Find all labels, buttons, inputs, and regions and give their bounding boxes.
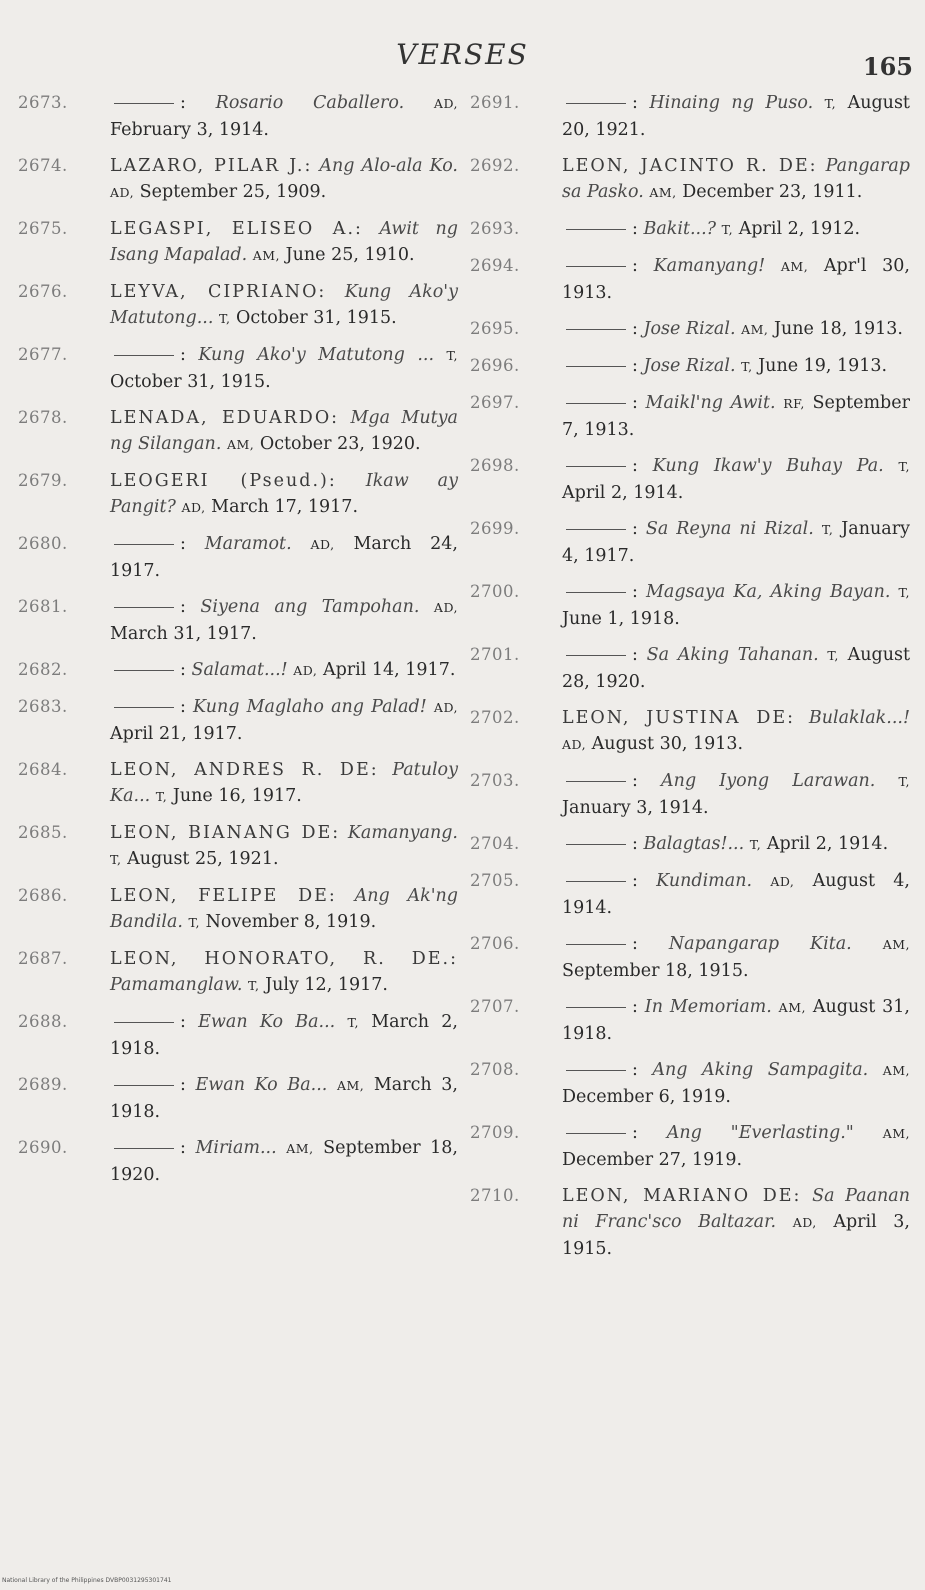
entry-number: 2698. xyxy=(470,456,520,475)
entry-number: 2693. xyxy=(470,219,520,238)
entry-publication-code: AM, xyxy=(252,248,281,263)
entry-number: 2685. xyxy=(18,823,68,842)
entry-title: Rosario Caballero. xyxy=(215,93,405,113)
entry-number: 2689. xyxy=(18,1075,68,1094)
entry-publication-code: AM, xyxy=(882,1126,910,1141)
entry-date: September 25, 1909. xyxy=(139,182,327,202)
entry-publication-code: T, xyxy=(188,915,201,930)
entry-publication-code: T, xyxy=(347,1015,359,1030)
entry-title: Bakit...? xyxy=(643,219,717,239)
entry-date: July 12, 1917. xyxy=(265,975,388,995)
entry-author: LEON, BIANANG DE: xyxy=(110,823,341,843)
entry-title: Awit ng Isang Mapalad. xyxy=(110,219,458,265)
ditto-dash xyxy=(114,355,174,356)
entry-number: 2694. xyxy=(470,256,520,275)
entry-date: August 28, 1920. xyxy=(562,645,910,692)
entry-date: August 30, 1913. xyxy=(591,734,744,754)
entry-author: LEON, MARIANO DE: xyxy=(562,1186,802,1206)
entry-number: 2697. xyxy=(470,393,520,412)
entry-publication-code: AD, xyxy=(181,500,206,515)
entry-title: Maikl'ng Awit. xyxy=(645,393,776,413)
entry-publication-code: T, xyxy=(898,585,910,600)
entry-date: August 31, 1918. xyxy=(562,997,910,1044)
entry-number: 2676. xyxy=(18,282,68,301)
entry-title: Kung Maglaho ang Palad! xyxy=(193,697,427,717)
entry-author: LEON, HONORATO, R. DE.: xyxy=(110,949,458,969)
ditto-dash xyxy=(114,103,174,104)
entry-date: September 7, 1913. xyxy=(562,393,910,440)
ditto-dash xyxy=(566,329,626,330)
entry-title: Kamanyang. xyxy=(347,823,458,843)
entry-publication-code: T, xyxy=(824,96,837,111)
entry-date: April 2, 1912. xyxy=(738,219,861,239)
entry-title: Balagtas!... xyxy=(643,834,745,854)
entry-title: Siyena ang Tampohan. xyxy=(200,597,420,617)
entry-date: June 16, 1917. xyxy=(172,786,302,806)
entry-number: 2691. xyxy=(470,93,520,112)
entry-title: Jose Rizal. xyxy=(643,319,736,339)
entry-publication-code: AD, xyxy=(433,700,458,715)
entry-publication-code: AM, xyxy=(741,322,769,337)
ditto-dash xyxy=(566,592,626,593)
entry-title: Ewan Ko Ba... xyxy=(195,1075,328,1095)
entry-author: LEON, ANDRES R. DE: xyxy=(110,760,379,780)
entry-publication-code: AM, xyxy=(226,437,255,452)
entry-publication-code: AM, xyxy=(778,1000,806,1015)
entry-number: 2679. xyxy=(18,471,68,490)
bibliography-entry xyxy=(470,705,910,758)
entry-publication-code: AD, xyxy=(293,663,318,678)
entry-date: March 24, 1917. xyxy=(110,534,458,581)
footer-credit: National Library of the Philippines DVBP0031295301741 xyxy=(2,1577,172,1584)
entry-number: 2678. xyxy=(18,408,68,427)
entry-number: 2699. xyxy=(470,519,520,538)
entry-title: Napangarap Kita. xyxy=(668,934,852,954)
entry-publication-code: AM, xyxy=(882,937,910,952)
ditto-dash xyxy=(566,781,626,782)
entry-publication-code: T, xyxy=(898,774,910,789)
entry-publication-code: T, xyxy=(898,459,910,474)
entry-title: Kundiman. xyxy=(656,871,753,891)
bibliography-entry xyxy=(18,883,458,936)
entry-date: September 18, 1915. xyxy=(562,961,749,981)
entry-number: 2695. xyxy=(470,319,520,338)
entry-publication-code: T, xyxy=(821,522,834,537)
ditto-dash xyxy=(566,229,626,230)
entry-date: August 4, 1914. xyxy=(562,871,910,918)
entry-number: 2677. xyxy=(18,345,68,364)
right-column xyxy=(470,90,910,1272)
entry-number: 2682. xyxy=(18,660,68,679)
bibliography-entry: 2673. : Rosario Caballero. AD, February 3, 1914. xyxy=(18,90,458,143)
entry-date: September 18, 1920. xyxy=(110,1138,458,1185)
entry-number: 2684. xyxy=(18,760,68,779)
entry-date: March 2, 1918. xyxy=(110,1012,458,1059)
bibliography-entry: 2680. : Maramot. AD, March 24, 1917. xyxy=(18,531,458,584)
entry-author: LEON, FELIPE DE: xyxy=(110,886,337,906)
entry-number: 2675. xyxy=(18,219,68,238)
entry-date: March 17, 1917. xyxy=(211,497,359,517)
entry-title: Ikaw ay Pangit? xyxy=(110,471,458,517)
bibliography-entry: 2693. : Bakit...? T, April 2, 1912. xyxy=(470,216,910,243)
entry-number: 2681. xyxy=(18,597,68,616)
entry-title: Kung Ikaw'y Buhay Pa. xyxy=(652,456,884,476)
entry-publication-code: AD, xyxy=(433,600,458,615)
entry-number: 2709. xyxy=(470,1123,520,1142)
bibliography-entry xyxy=(18,279,458,332)
entry-author: LENADA, EDUARDO: xyxy=(110,408,340,428)
entry-author: LEGASPI, ELISEO A.: xyxy=(110,219,363,239)
bibliography-entry: 2694. : Kamanyang! AM, Apr'l 30, 1913. xyxy=(470,253,910,306)
entry-date: December 23, 1911. xyxy=(682,182,863,202)
entry-title: Sa Reyna ni Rizal. xyxy=(645,519,814,539)
bibliography-entry: 2698. : Kung Ikaw'y Buhay Pa. T, April 2, 1914. xyxy=(470,453,910,506)
ditto-dash xyxy=(566,466,626,467)
bibliography-entry: 2688. : Ewan Ko Ba... T, March 2, 1918. xyxy=(18,1009,458,1062)
entry-publication-code: T, xyxy=(110,852,122,867)
ditto-dash xyxy=(566,103,626,104)
ditto-dash xyxy=(114,544,174,545)
entry-number: 2701. xyxy=(470,645,520,664)
bibliography-entry: 2690. : Miriam... AM, September 18, 1920. xyxy=(18,1135,458,1188)
entry-title: Ang Ak'ng Bandila. xyxy=(110,886,459,932)
bibliography-entry: 2704. : Balagtas!... T, April 2, 1914. xyxy=(470,831,910,858)
entry-publication-code: AM, xyxy=(649,185,677,200)
entry-number: 2707. xyxy=(470,997,520,1016)
ditto-dash xyxy=(566,881,626,882)
entry-date: August 20, 1921. xyxy=(562,93,910,140)
entry-author: LEYVA, CIPRIANO: xyxy=(110,282,327,302)
bibliography-entry: 2708. : Ang Aking Sampagita. AM, December 6, 1919. xyxy=(470,1057,910,1110)
entry-publication-code: AD, xyxy=(433,96,458,111)
ditto-dash xyxy=(114,670,174,671)
entry-date: November 8, 1919. xyxy=(205,912,377,932)
entry-title: Sa Aking Tahanan. xyxy=(646,645,819,665)
entry-number: 2692. xyxy=(470,156,520,175)
ditto-dash xyxy=(566,529,626,530)
entry-date: August 25, 1921. xyxy=(127,849,279,869)
entry-date: March 31, 1917. xyxy=(110,624,257,644)
entry-date: February 3, 1914. xyxy=(110,120,269,140)
entry-number: 2686. xyxy=(18,886,68,905)
entry-date: Apr'l 30, 1913. xyxy=(562,256,910,303)
entry-title: Patuloy Ka... xyxy=(110,760,458,806)
entry-publication-code: AM, xyxy=(882,1063,910,1078)
bibliography-entry xyxy=(18,757,458,810)
bibliography-entry: 2691. : Hinaing ng Puso. T, August 20, 1921. xyxy=(470,90,910,143)
bibliography-entry: 2707. : In Memoriam. AM, August 31, 1918. xyxy=(470,994,910,1047)
entry-title: Ewan Ko Ba... xyxy=(198,1012,336,1032)
entry-title: Hinaing ng Puso. xyxy=(649,93,814,113)
entry-title: Pangarap sa Pasko. xyxy=(562,156,910,202)
entry-title: Kung Ako'y Matutong ... xyxy=(198,345,435,365)
entry-title: Kung Ako'y Matutong... xyxy=(110,282,458,328)
entry-publication-code: AD, xyxy=(562,737,587,752)
entry-title: Ang Alo-ala Ko. xyxy=(319,156,458,176)
entry-title: Miriam... xyxy=(195,1138,277,1158)
entry-author: LEOGERI (Pseud.): xyxy=(110,471,337,491)
entry-number: 2704. xyxy=(470,834,520,853)
entry-date: December 6, 1919. xyxy=(562,1087,731,1107)
entry-date: June 18, 1913. xyxy=(773,319,903,339)
entry-publication-code: AD, xyxy=(310,537,335,552)
bibliography-entry xyxy=(470,1183,910,1262)
entry-title: Bulaklak...! xyxy=(808,708,910,728)
entry-publication-code: AM, xyxy=(336,1078,365,1093)
ditto-dash xyxy=(566,844,626,845)
bibliography-entry: 2697. : Maikl'ng Awit. RF, September 7, 1913. xyxy=(470,390,910,443)
entry-publication-code: AD, xyxy=(110,185,135,200)
bibliography-entry xyxy=(18,405,458,458)
entry-number: 2702. xyxy=(470,708,520,727)
entry-author: LAZARO, PILAR J.: xyxy=(110,156,313,176)
entry-number: 2674. xyxy=(18,156,68,175)
bibliography-entry: 2682. : Salamat...! AD, April 14, 1917. xyxy=(18,657,458,684)
ditto-dash xyxy=(566,944,626,945)
bibliography-entry: 2695. : Jose Rizal. AM, June 18, 1913. xyxy=(470,316,910,343)
bibliography-entry: 2696. : Jose Rizal. T, June 19, 1913. xyxy=(470,353,910,380)
ditto-dash xyxy=(566,366,626,367)
bibliography-entry xyxy=(18,468,458,521)
entry-publication-code: T, xyxy=(218,311,231,326)
bibliography-entry: 2683. : Kung Maglaho ang Palad! AD, April 21, 1917. xyxy=(18,694,458,747)
entry-date: April 21, 1917. xyxy=(110,724,243,744)
ditto-dash xyxy=(566,1133,626,1134)
entry-date: June 1, 1918. xyxy=(562,609,680,629)
ditto-dash xyxy=(566,1007,626,1008)
entry-title: Maramot. xyxy=(204,534,292,554)
entry-publication-code: RF, xyxy=(783,396,805,411)
entry-date: June 25, 1910. xyxy=(285,245,415,265)
entry-title: Salamat...! xyxy=(191,660,288,680)
entry-title: Jose Rizal. xyxy=(643,356,736,376)
entry-title: In Memoriam. xyxy=(644,997,772,1017)
entry-publication-code: T, xyxy=(721,222,734,237)
entry-number: 2706. xyxy=(470,934,520,953)
bibliography-entry xyxy=(18,216,458,269)
bibliography-entry: 2701. : Sa Aking Tahanan. T, August 28, 1920. xyxy=(470,642,910,695)
entry-date: October 31, 1915. xyxy=(110,372,271,392)
entry-number: 2705. xyxy=(470,871,520,890)
entry-date: March 3, 1918. xyxy=(110,1075,458,1122)
entry-title: Ang "Everlasting." xyxy=(666,1123,854,1143)
bibliography-entry: 2681. : Siyena ang Tampohan. AD, March 31, 1917. xyxy=(18,594,458,647)
entry-publication-code: AM, xyxy=(780,259,809,274)
bibliography-entry: 2706. : Napangarap Kita. AM, September 18, 1915. xyxy=(470,931,910,984)
entry-publication-code: AD, xyxy=(770,874,795,889)
ditto-dash xyxy=(566,403,626,404)
entry-number: 2700. xyxy=(470,582,520,601)
entry-author: LEON, JUSTINA DE: xyxy=(562,708,796,728)
bibliography-entry: 2677. : Kung Ako'y Matutong ... T, October 31, 1915. xyxy=(18,342,458,395)
entry-number: 2680. xyxy=(18,534,68,553)
entry-title: Mga Mutya ng Silangan. xyxy=(110,408,458,454)
entry-date: April 3, 1915. xyxy=(562,1212,910,1259)
entry-publication-code: AD, xyxy=(792,1215,817,1230)
entry-date: October 31, 1915. xyxy=(236,308,397,328)
entry-title: Ang Aking Sampagita. xyxy=(652,1060,869,1080)
entry-title: Kamanyang! xyxy=(653,256,766,276)
entry-date: December 27, 1919. xyxy=(562,1150,743,1170)
entry-number: 2708. xyxy=(470,1060,520,1079)
entry-number: 2673. xyxy=(18,93,68,112)
entry-publication-code: AM, xyxy=(286,1141,314,1156)
entry-publication-code: T, xyxy=(741,359,753,374)
entry-number: 2703. xyxy=(470,771,520,790)
bibliography-entry: 2689. : Ewan Ko Ba... AM, March 3, 1918. xyxy=(18,1072,458,1125)
bibliography-entry xyxy=(18,946,458,999)
entry-number: 2690. xyxy=(18,1138,68,1157)
entry-author: LEON, JACINTO R. DE: xyxy=(562,156,818,176)
entry-number: 2687. xyxy=(18,949,68,968)
ditto-dash xyxy=(114,1085,174,1086)
entry-date: January 3, 1914. xyxy=(562,798,709,818)
bibliography-entry xyxy=(18,820,458,873)
entry-date: April 2, 1914. xyxy=(562,483,684,503)
entry-date: October 23, 1920. xyxy=(259,434,421,454)
page-title: VERSES xyxy=(396,38,529,71)
entry-number: 2688. xyxy=(18,1012,68,1031)
entry-title: Ang Iyong Larawan. xyxy=(661,771,876,791)
bibliography-entry xyxy=(470,153,910,206)
bibliography-entry: 2703. : Ang Iyong Larawan. T, January 3, 1914. xyxy=(470,768,910,821)
ditto-dash xyxy=(566,1070,626,1071)
ditto-dash xyxy=(114,1022,174,1023)
ditto-dash xyxy=(566,266,626,267)
entry-number: 2710. xyxy=(470,1186,520,1205)
entry-title: Pamamanglaw. xyxy=(110,975,243,995)
ditto-dash xyxy=(114,607,174,608)
bibliography-entry xyxy=(18,153,458,206)
entry-publication-code: T, xyxy=(446,348,458,363)
page-number: 165 xyxy=(862,52,913,81)
left-column xyxy=(18,90,458,1198)
ditto-dash xyxy=(114,707,174,708)
entry-date: June 19, 1913. xyxy=(758,356,888,376)
entry-publication-code: T, xyxy=(155,789,168,804)
entry-number: 2683. xyxy=(18,697,68,716)
entry-title: Magsaya Ka, Aking Bayan. xyxy=(646,582,891,602)
bibliography-entry: 2709. : Ang "Everlasting." AM, December 27, 1919. xyxy=(470,1120,910,1173)
bibliography-entry: 2699. : Sa Reyna ni Rizal. T, January 4, 1917. xyxy=(470,516,910,569)
bibliography-entry: 2705. : Kundiman. AD, August 4, 1914. xyxy=(470,868,910,921)
entry-publication-code: T, xyxy=(827,648,839,663)
entry-date: April 14, 1917. xyxy=(322,660,456,680)
bibliography-entry: 2700. : Magsaya Ka, Aking Bayan. T, June 1, 1918. xyxy=(470,579,910,632)
entry-title: Sa Paanan ni Franc'sco Baltazar. xyxy=(562,1186,910,1232)
entry-date: January 4, 1917. xyxy=(562,519,910,566)
entry-number: 2696. xyxy=(470,356,520,375)
entry-publication-code: T, xyxy=(248,978,260,993)
entry-publication-code: T, xyxy=(749,837,762,852)
entry-date: April 2, 1914. xyxy=(766,834,889,854)
ditto-dash xyxy=(566,655,626,656)
ditto-dash xyxy=(114,1148,174,1149)
